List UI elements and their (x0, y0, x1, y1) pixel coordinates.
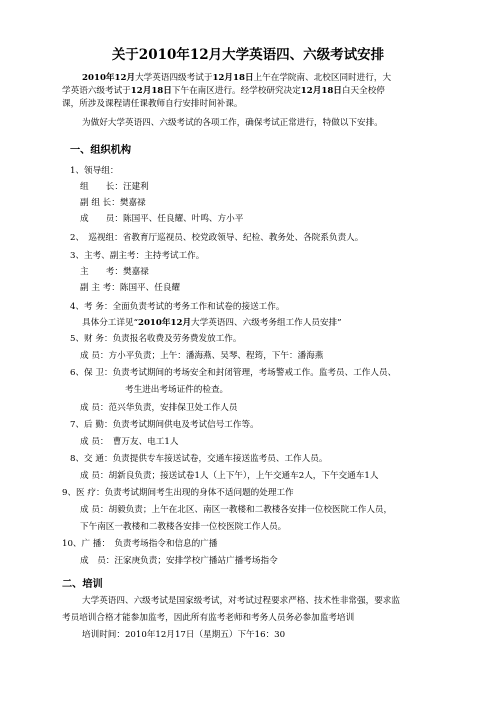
item-10-members: 成 员：汪家庚负责；安排学校广播站广播考场指令 (80, 556, 278, 566)
item-5-finance: 5、财 务：负责报名收费及劳务费发放工作。 (70, 334, 242, 344)
intro-text: 大学英语四级考试于 (135, 73, 213, 83)
intro-text: 白天全校停 (341, 86, 385, 96)
item-1-members (80, 214, 243, 225)
role-value: 樊嘉禄 (122, 267, 149, 277)
role-value: 樊嘉禄 (119, 198, 146, 208)
training-line-2: 考员培训合格才能参加监考，因此所有监考老师和考务人员务必参加监考培训 (62, 613, 355, 623)
note-text: 大学英语四、六级考务组工作人员安排” (191, 318, 342, 328)
item-1-vice-leader (80, 198, 146, 209)
item-6-continued: 考生进出考场证件的检查。 (125, 385, 229, 395)
intro-line-1 (82, 73, 391, 84)
item-10-broadcast: 10、广 播： 负责考场指令和信息的广播 (62, 539, 218, 549)
training-time: 培训时间：2010年12月17日（星期五）下午16：30 (82, 630, 286, 640)
item-6-members: 成 员：范兴华负责，安排保卫处工作人员 (80, 403, 238, 413)
item-7-members: 成 员： 曹万友、电工1人 (80, 437, 179, 447)
intro-date-3: 12月18日 (130, 86, 172, 96)
intro-text: 学英语六级考试于 (62, 86, 131, 96)
training-line-1: 大学英语四、六级考试是国家级考试，对考试过程要求严格、技术性非常强，要求监 (82, 596, 400, 606)
role-value: 陈国平、任良耀 (119, 283, 181, 293)
role-value: 汪建利 (122, 182, 149, 192)
note-date: 2010年12月 (137, 318, 192, 328)
item-7-logistics: 7、后 勤：负责考试期间供电及考试信号工作等。 (70, 420, 259, 430)
item-4-affairs: 4、考 务：全面负责考试的考务工作和试卷的接送工作。 (70, 302, 285, 312)
role-label: 成 员： (80, 214, 123, 224)
item-8-transport: 8、交 通：负责提供专车接送试卷，交通车接送监考员、工作人员。 (70, 454, 328, 464)
item-1-leader (80, 182, 149, 193)
role-value: 陈国平、任良耀、叶鸣、方小平 (122, 214, 244, 224)
intro-line-3: 课，所涉及课程请任课教师自行安排时间补课。 (62, 99, 243, 109)
item-4-note (82, 318, 342, 329)
item-9-members-1: 成 员：胡毅负责；上午在北区、南区一教楼和二教楼各安排一位校医院工作人员， (80, 505, 393, 515)
intro-text: 下午在南区进行。经学校研究决定 (171, 86, 301, 96)
document-title: 关于2010年12月大学英语四、六级考试安排 (111, 47, 385, 63)
item-1-leadership: 1、领导组： (70, 166, 119, 176)
item-3-chief (80, 267, 149, 278)
intro-date-1: 2010年12月 (82, 73, 136, 83)
role-label: 组 长： (80, 182, 123, 192)
role-label: 主 考： (80, 267, 123, 277)
item-2-inspection: 2、 巡视组：省教育厅巡视员、校党政领导、纪检、教务处、各院系负责人。 (70, 233, 364, 243)
intro-date-2: 12月18日 (212, 73, 254, 83)
intro-text: 上午在学院南、北校区同时进行，大 (253, 73, 392, 83)
item-8-members: 成 员：胡新良负责；接送试卷1人（上下午），上午交通车2人，下午交通车1人 (80, 471, 379, 481)
item-5-members: 成 员：方小平负责；上午：潘海燕、吴琴、程筠，下午：潘海燕 (80, 351, 324, 361)
item-9-members-2: 下午南区一教楼和二教楼各安排一位校医院工作人员。 (80, 522, 287, 532)
intro-date-4: 12月18日 (300, 86, 342, 96)
role-label: 副 主 考： (80, 283, 120, 293)
item-3-vice-chief (80, 283, 180, 294)
section-heading-training: 二、培训 (62, 579, 103, 590)
section-heading-organization: 一、组织机构 (70, 145, 132, 156)
item-9-medical: 9、医 疗：负责考试期间考生出现的身体不适问题的处理工作 (62, 488, 294, 498)
intro-line-4: 为做好大学英语四、六级考试的各项工作，确保考试正常进行，特做以下安排。 (82, 118, 383, 128)
item-3-examiners: 3、主考、副主考：主持考试工作。 (70, 251, 205, 261)
role-label: 副 组 长： (80, 198, 120, 208)
item-6-security: 6、保 卫：负责考试期间的考场安全和封闭管理，考场警戒工作。监考员、工作人员、 (70, 368, 397, 378)
note-text: 具体分工详见“ (82, 318, 138, 328)
intro-line-2 (62, 86, 385, 97)
